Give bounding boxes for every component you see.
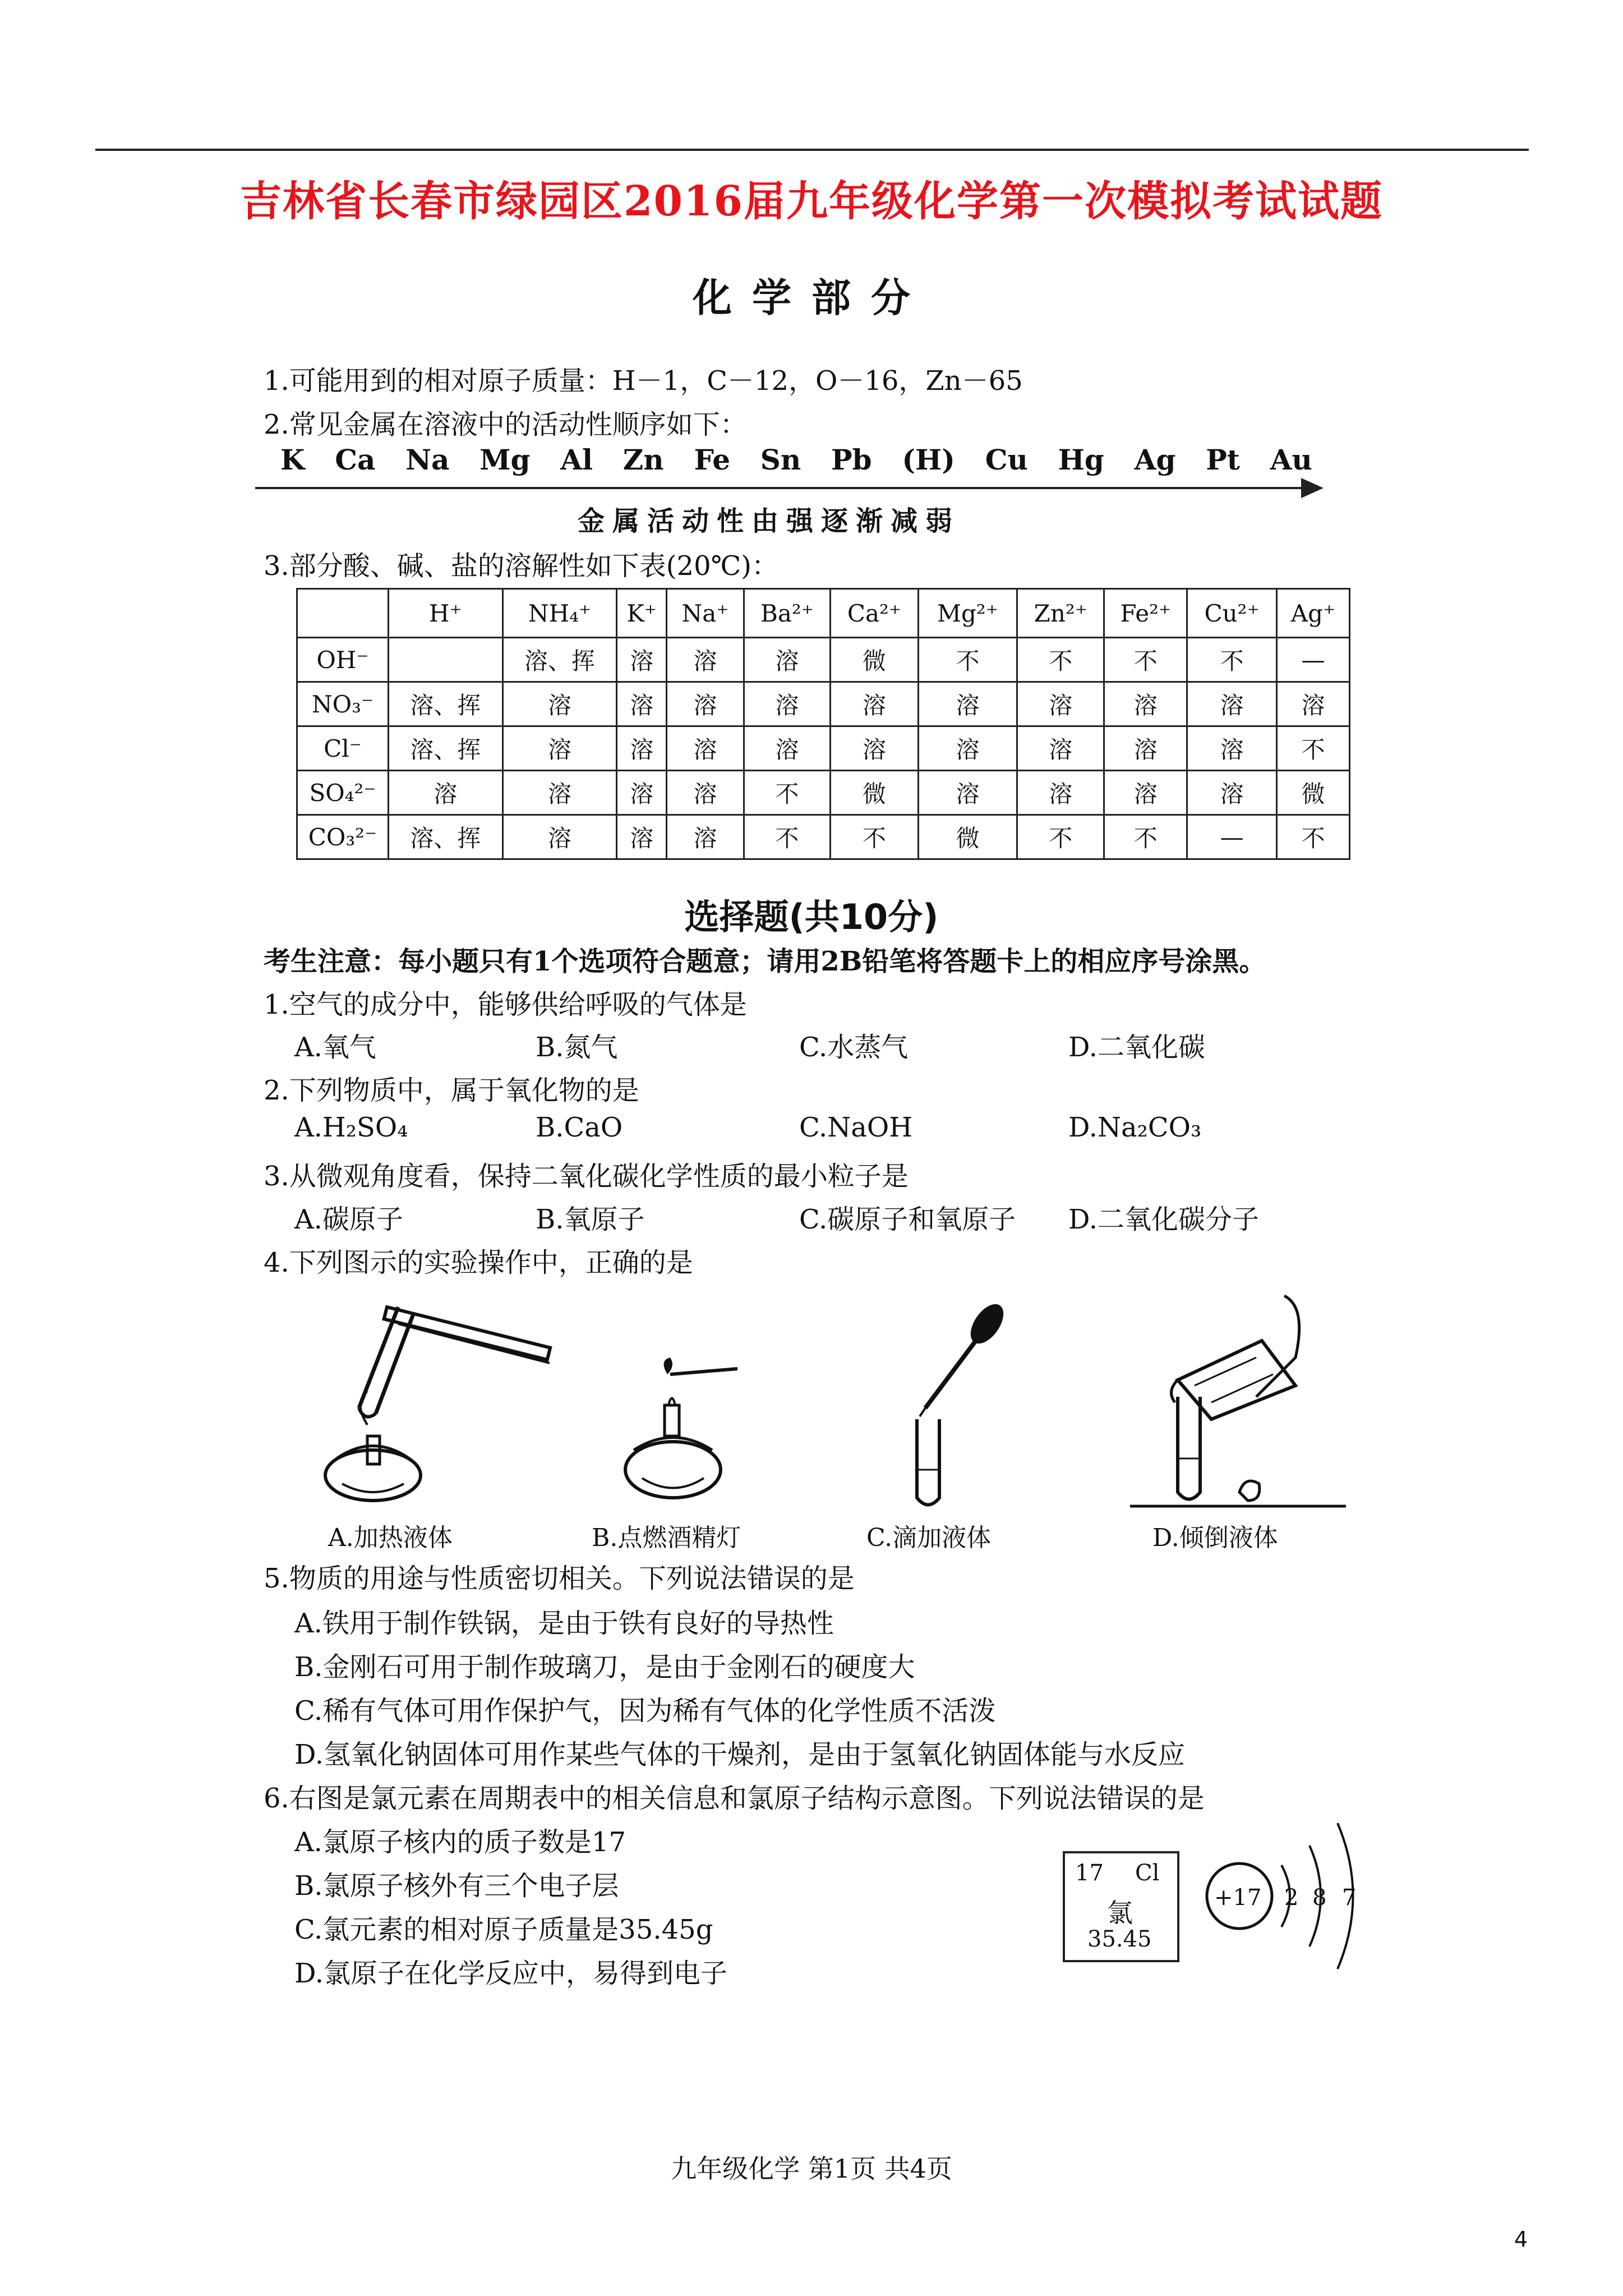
- table-corner-cell: [297, 589, 389, 638]
- table-cell: 微: [831, 771, 919, 815]
- metal-symbol: Sn: [760, 443, 801, 476]
- table-row: [297, 682, 1350, 726]
- table-cell: 溶: [1187, 771, 1277, 815]
- table-cell: 溶: [744, 638, 831, 682]
- page-footer: 九年级化学 第1页 共4页: [671, 2154, 952, 2184]
- section-heading: 化学部分: [693, 275, 930, 321]
- table-row: [297, 726, 1350, 771]
- metal-symbol: Pt: [1206, 443, 1240, 476]
- figure-c-label: C.滴加液体: [866, 1524, 992, 1552]
- q1-option-d: D.二氧化碳: [1068, 1032, 1206, 1063]
- table-cell: 微: [918, 815, 1017, 859]
- choice-notice: 考生注意：每小题只有1个选项符合题意；请用2B铅笔将答题卡上的相应序号涂黑。: [264, 946, 1266, 977]
- note-3: 3.部分酸、碱、盐的溶解性如下表(20℃)：: [264, 550, 779, 582]
- cation-header: Ba²⁺: [744, 589, 831, 638]
- table-cell: 溶: [502, 771, 617, 815]
- solubility-table: [296, 588, 1350, 860]
- question-2-stem: 2.下列物质中，属于氧化物的是: [264, 1075, 639, 1106]
- table-cell: 溶: [502, 726, 617, 771]
- q6-option-d: D.氯原子在化学反应中，易得到电子: [294, 1958, 728, 1989]
- table-cell: 溶: [617, 815, 667, 859]
- cation-header: H⁺: [389, 589, 503, 638]
- table-cell: 溶: [502, 815, 617, 859]
- metal-symbol: Mg: [479, 443, 531, 476]
- cation-header: NH₄⁺: [502, 589, 617, 638]
- figure-a-label: A.加热液体: [328, 1524, 453, 1552]
- anion-header: Cl⁻: [297, 726, 389, 771]
- table-cell: 溶: [617, 682, 667, 726]
- table-cell: 溶: [918, 726, 1017, 771]
- table-cell: 不: [1276, 815, 1349, 859]
- element-name: 氯: [1107, 1898, 1133, 1928]
- table-cell: 溶: [1276, 682, 1349, 726]
- table-cell: 溶: [667, 771, 744, 815]
- q6-option-b: B.氯原子核外有三个电子层: [294, 1870, 619, 1902]
- cation-header: Mg²⁺: [918, 589, 1017, 638]
- table-cell: 溶、挥: [502, 638, 617, 682]
- metal-symbol: Fe: [694, 443, 731, 476]
- cation-header: K⁺: [617, 589, 667, 638]
- cation-header: Ca²⁺: [831, 589, 919, 638]
- metal-symbol: Ag: [1134, 443, 1176, 476]
- table-cell: 不: [1104, 815, 1187, 859]
- activity-series: [280, 443, 1312, 476]
- q6-option-c: C.氯元素的相对原子质量是35.45g: [294, 1914, 713, 1945]
- table-cell: 溶: [667, 815, 744, 859]
- table-cell: 溶: [1187, 726, 1277, 771]
- q2-option-b: B.CaO: [536, 1112, 623, 1143]
- table-row: [297, 815, 1350, 859]
- table-cell: —: [1187, 815, 1277, 859]
- table-cell: 溶、挥: [389, 682, 503, 726]
- table-cell: 溶: [831, 726, 919, 771]
- shell-1-electrons: 2: [1284, 1885, 1299, 1911]
- document-title: 吉林省长春市绿园区2016届九年级化学第一次模拟考试试题: [240, 177, 1383, 226]
- table-cell: 不: [831, 815, 919, 859]
- metal-symbol: Na: [405, 443, 450, 476]
- table-cell: 溶: [918, 771, 1017, 815]
- table-cell: 溶: [831, 682, 919, 726]
- table-cell: 不: [744, 771, 831, 815]
- table-cell: 溶: [1104, 771, 1187, 815]
- figure-d-label: D.倾倒液体: [1152, 1524, 1278, 1552]
- table-cell: 溶: [1104, 726, 1187, 771]
- cation-header: Cu²⁺: [1187, 589, 1277, 638]
- table-cell: 微: [831, 638, 919, 682]
- table-cell: 溶: [667, 638, 744, 682]
- q3-option-d: D.二氧化碳分子: [1068, 1204, 1260, 1235]
- cation-header: Ag⁺: [1276, 589, 1349, 638]
- shell-3-electrons: 7: [1342, 1885, 1357, 1911]
- question-5-stem: 5.物质的用途与性质密切相关。下列说法错误的是: [264, 1563, 855, 1594]
- table-cell: 溶: [389, 771, 503, 815]
- q2-option-d: D.Na₂CO₃: [1068, 1112, 1202, 1143]
- q5-option-c: C.稀有气体可用作保护气，因为稀有气体的化学性质不活泼: [294, 1695, 996, 1727]
- question-1-stem: 1.空气的成分中，能够供给呼吸的气体是: [264, 989, 747, 1020]
- table-cell: 溶: [1017, 682, 1104, 726]
- table-cell: 不: [1017, 638, 1104, 682]
- cation-header: Na⁺: [667, 589, 744, 638]
- table-cell: 不: [744, 815, 831, 859]
- note-2: 2.常见金属在溶液中的活动性顺序如下：: [264, 409, 747, 440]
- table-cell: —: [1276, 638, 1349, 682]
- cation-header: Zn²⁺: [1017, 589, 1104, 638]
- page-number: 4: [1514, 2227, 1528, 2252]
- metal-symbol: (H): [902, 443, 955, 476]
- metal-symbol: Zn: [623, 443, 664, 476]
- table-cell: 溶: [744, 682, 831, 726]
- metal-symbol: Ca: [335, 443, 376, 476]
- table-cell: 不: [918, 638, 1017, 682]
- q2-option-a: A.H₂SO₄: [294, 1112, 408, 1143]
- top-rule: [95, 149, 1529, 151]
- table-cell: 溶: [617, 726, 667, 771]
- cation-header: Fe²⁺: [1104, 589, 1187, 638]
- q1-option-b: B.氮气: [536, 1032, 618, 1063]
- question-4-stem: 4.下列图示的实验操作中，正确的是: [264, 1247, 693, 1278]
- metal-symbol: Hg: [1058, 443, 1104, 476]
- q3-option-c: C.碳原子和氧原子: [799, 1204, 1016, 1235]
- metal-symbol: Al: [560, 443, 593, 476]
- table-cell: 不: [1276, 726, 1349, 771]
- element-symbol: Cl: [1135, 1860, 1160, 1886]
- table-cell: 溶: [1017, 771, 1104, 815]
- table-cell: 溶: [667, 682, 744, 726]
- table-cell: 溶: [667, 726, 744, 771]
- table-cell: 溶: [1017, 726, 1104, 771]
- q5-option-d: D.氢氧化钠固体可用作某些气体的干燥剂，是由于氢氧化钠固体能与水反应: [294, 1739, 1186, 1770]
- shell-2-electrons: 8: [1312, 1885, 1327, 1911]
- nucleus-charge: +17: [1214, 1885, 1262, 1911]
- table-cell: 不: [1187, 638, 1277, 682]
- q1-option-c: C.水蒸气: [799, 1032, 909, 1063]
- dropper-figure: [903, 1301, 1015, 1515]
- pouring-figure: [1127, 1290, 1352, 1515]
- q3-option-a: A.碳原子: [294, 1204, 403, 1235]
- table-header-row: [297, 589, 1350, 638]
- heating-liquid-figure: [314, 1290, 561, 1515]
- table-cell: 溶: [1187, 682, 1277, 726]
- anion-header: CO₃²⁻: [297, 815, 389, 859]
- q5-option-a: A.铁用于制作铁锅，是由于铁有良好的导热性: [294, 1608, 834, 1639]
- anion-header: NO₃⁻: [297, 682, 389, 726]
- chlorine-element-card: [1063, 1851, 1179, 1962]
- note-1: 1.可能用到的相对原子质量：H－1，C－12，O－16，Zn－65: [264, 365, 1023, 397]
- activity-caption: 金属活动性由强逐渐减弱: [578, 505, 961, 537]
- anion-header: SO₄²⁻: [297, 771, 389, 815]
- table-cell: 溶、挥: [389, 815, 503, 859]
- alcohol-lamp-figure: [617, 1358, 751, 1515]
- table-row: [297, 638, 1350, 682]
- figure-b-label: B.点燃酒精灯: [592, 1524, 741, 1552]
- table-cell: 溶: [918, 682, 1017, 726]
- question-6-stem: 6.右图是氯元素在周期表中的相关信息和氯原子结构示意图。下列说法错误的是: [264, 1783, 1205, 1814]
- table-cell: [389, 638, 503, 682]
- table-cell: 溶: [617, 771, 667, 815]
- table-cell: 不: [1104, 638, 1187, 682]
- atomic-number: 17: [1075, 1860, 1104, 1886]
- table-cell: 不: [1017, 815, 1104, 859]
- q2-option-c: C.NaOH: [799, 1112, 913, 1143]
- table-cell: 溶: [1104, 682, 1187, 726]
- q1-option-a: A.氧气: [294, 1032, 376, 1063]
- metal-symbol: K: [280, 443, 305, 476]
- atomic-mass: 35.45: [1087, 1926, 1152, 1952]
- q3-option-b: B.氧原子: [536, 1204, 645, 1235]
- metal-symbol: Pb: [831, 443, 872, 476]
- table-cell: 溶: [502, 682, 617, 726]
- table-cell: 溶: [617, 638, 667, 682]
- q6-option-a: A.氯原子核内的质子数是17: [294, 1826, 626, 1858]
- metal-symbol: Cu: [985, 443, 1028, 476]
- q5-option-b: B.金刚石可用于制作玻璃刀，是由于金刚石的硬度大: [294, 1651, 915, 1683]
- question-3-stem: 3.从微观角度看，保持二氧化碳化学性质的最小粒子是: [264, 1161, 909, 1192]
- anion-header: OH⁻: [297, 638, 389, 682]
- choice-section-heading: 选择题(共10分): [684, 896, 939, 937]
- metal-symbol: Au: [1270, 443, 1312, 476]
- table-row: [297, 771, 1350, 815]
- arrow-head-icon: [1301, 478, 1324, 498]
- table-cell: 微: [1276, 771, 1349, 815]
- table-cell: 溶: [744, 726, 831, 771]
- activity-arrow-line: [255, 487, 1310, 489]
- table-cell: 溶、挥: [389, 726, 503, 771]
